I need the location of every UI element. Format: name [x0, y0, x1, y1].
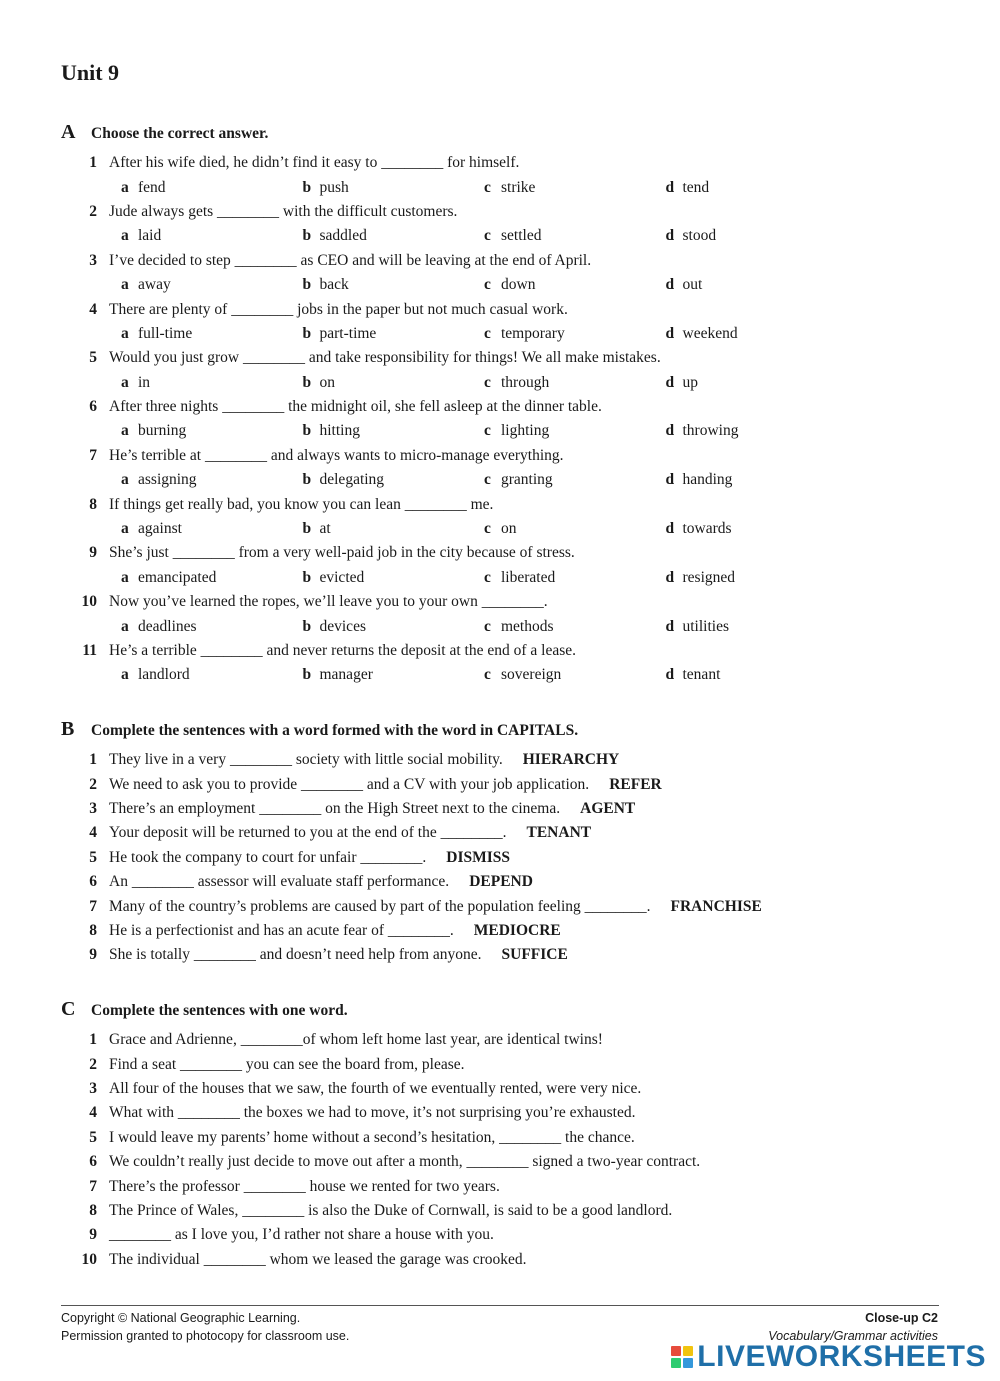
option-text: on [319, 373, 335, 391]
answer-option[interactable] [666, 374, 848, 392]
option-letter: a [121, 373, 129, 391]
question-text[interactable]: The Prince of Wales, ________ is also the Duke of Cornwall, is said to be a good landlord. [109, 1201, 673, 1219]
section-instruction: Complete the sentences with one word. [91, 1002, 348, 1019]
question-row [61, 1077, 961, 1101]
question-number: 3 [89, 1079, 97, 1097]
question-number: 2 [89, 775, 97, 793]
question-number: 5 [89, 848, 97, 866]
question-text: He’s terrible at ________ and always wants to micro-manage everything. [109, 446, 564, 464]
question-number: 8 [89, 495, 97, 513]
option-text: granting [501, 471, 553, 489]
option-text: resigned [682, 568, 736, 586]
answer-option[interactable] [484, 276, 666, 294]
answer-option[interactable] [303, 179, 485, 197]
question-number: 7 [89, 1177, 97, 1195]
options-row [61, 273, 961, 297]
option-text: full-time [138, 324, 193, 342]
question-text: If things get really bad, you know you can lean ________ me. [109, 495, 494, 513]
option-text: landlord [138, 666, 190, 684]
capital-word: HIERARCHY [522, 751, 620, 769]
logo-square [683, 1346, 693, 1356]
course-subtitle: Vocabulary/Grammar activities [768, 1329, 938, 1343]
question-text: I’ve decided to step ________ as CEO and will be leaving at the end of April. [109, 251, 592, 269]
option-text: devices [319, 617, 366, 635]
option-letter: b [302, 520, 312, 538]
answer-option[interactable] [484, 520, 666, 538]
option-letter: d [665, 324, 675, 342]
question-row [61, 1174, 961, 1198]
options-row [61, 614, 961, 638]
option-letter: b [302, 617, 312, 635]
section-instruction: Choose the correct answer. [91, 125, 269, 142]
answer-option[interactable] [666, 179, 848, 197]
answer-option[interactable] [666, 569, 848, 587]
capital-word: DEPEND [469, 873, 533, 891]
brand-name: LIVEWORKSHEETS [697, 1340, 986, 1373]
question-row [61, 1101, 961, 1125]
option-text: in [138, 373, 151, 391]
question-text[interactable]: He took the company to court for unfair ________. [109, 848, 427, 866]
question-number: 10 [81, 1250, 97, 1268]
capital-word: REFER [609, 775, 662, 793]
question-number: 9 [89, 544, 97, 562]
question-number: 10 [81, 593, 97, 611]
question-row [61, 200, 961, 224]
question-number: 2 [89, 1055, 97, 1073]
question-row [61, 1052, 961, 1076]
section-c-header [61, 998, 348, 1020]
answer-option[interactable] [121, 618, 303, 636]
options-row [61, 517, 961, 541]
option-text: back [319, 276, 349, 294]
options-row [61, 322, 961, 346]
option-letter: c [484, 178, 491, 196]
option-letter: b [302, 666, 312, 684]
option-text: hitting [319, 422, 360, 440]
option-letter: d [665, 422, 675, 440]
option-text: sovereign [501, 666, 562, 684]
option-text: fend [138, 178, 166, 196]
question-row [61, 541, 961, 565]
question-text[interactable]: Many of the country’s problems are caused by part of the population feeling ________. [109, 897, 651, 915]
answer-option[interactable] [303, 276, 485, 294]
answer-option[interactable] [303, 666, 485, 684]
option-text: out [682, 276, 703, 294]
section-letter: A [61, 121, 76, 143]
liveworksheets-brand[interactable] [671, 1340, 986, 1374]
option-text: handing [682, 471, 733, 489]
logo-square [671, 1358, 681, 1368]
question-number: 9 [89, 946, 97, 964]
unit-title: Unit 9 [61, 60, 120, 85]
question-text[interactable]: An ________ assessor will evaluate staff performance. [109, 873, 450, 891]
question-text: Now you’ve learned the ropes, we’ll leave you to your own ________. [109, 593, 548, 611]
answer-option[interactable] [484, 618, 666, 636]
answer-option[interactable] [484, 471, 666, 489]
question-row [61, 1150, 961, 1174]
option-letter: d [665, 617, 675, 635]
answer-option[interactable] [666, 422, 848, 440]
question-text: Jude always gets ________ with the difficult customers. [109, 202, 458, 220]
option-letter: b [302, 324, 312, 342]
question-text[interactable]: There’s the professor ________ house we rented for two years. [109, 1177, 500, 1195]
option-letter: a [121, 422, 129, 440]
answer-option[interactable] [121, 374, 303, 392]
question-text[interactable]: There’s an employment ________ on the High Street next to the cinema. [109, 799, 561, 817]
question-text[interactable]: We need to ask you to provide ________ and a CV with your job application. [109, 775, 590, 793]
option-text: utilities [682, 617, 729, 635]
option-text: against [138, 520, 182, 538]
capital-word: SUFFICE [501, 946, 568, 964]
answer-option[interactable] [303, 374, 485, 392]
option-text: evicted [319, 568, 365, 586]
logo-square [683, 1358, 693, 1368]
answer-option[interactable] [484, 422, 666, 440]
option-letter: d [665, 471, 675, 489]
answer-option[interactable] [484, 227, 666, 245]
options-row [61, 371, 961, 395]
question-row [61, 919, 961, 943]
answer-option[interactable] [121, 179, 303, 197]
answer-option[interactable] [666, 276, 848, 294]
question-text[interactable]: I would leave my parents’ home without a second’s hesitation, ________ the chance. [109, 1128, 635, 1146]
answer-option[interactable] [121, 471, 303, 489]
option-text: towards [682, 520, 732, 538]
question-row [61, 492, 961, 516]
question-number: 2 [89, 202, 97, 220]
logo-square [671, 1346, 681, 1356]
option-text: laid [138, 227, 162, 245]
question-number: 1 [89, 751, 97, 769]
capital-word: FRANCHISE [670, 897, 762, 915]
options-row [61, 468, 961, 492]
capital-word: AGENT [580, 799, 636, 817]
options-row [61, 419, 961, 443]
question-text[interactable]: What with ________ the boxes we had to move, it’s not surprising you’re exhausted. [109, 1104, 636, 1122]
answer-option[interactable] [303, 227, 485, 245]
section-instruction: Complete the sentences with a word formed with the word in CAPITALS. [91, 722, 579, 739]
question-number: 7 [89, 446, 97, 464]
option-text: strike [501, 178, 536, 196]
question-number: 11 [82, 642, 97, 659]
option-letter: b [302, 471, 312, 489]
question-row [61, 249, 961, 273]
options-row [61, 175, 961, 199]
question-row [61, 821, 961, 845]
question-number: 8 [89, 1201, 97, 1219]
option-text: up [682, 373, 698, 391]
question-row [61, 870, 961, 894]
answer-option[interactable] [666, 618, 848, 636]
answer-option[interactable] [666, 520, 848, 538]
question-text: Would you just grow ________ and take responsibility for things! We all make mistakes. [109, 349, 661, 367]
option-text: stood [682, 227, 717, 245]
question-number: 1 [89, 154, 97, 172]
option-letter: b [302, 568, 312, 586]
option-letter: c [484, 520, 491, 538]
option-letter: c [484, 666, 491, 684]
answer-option[interactable] [121, 276, 303, 294]
footer-divider [61, 1305, 939, 1306]
option-letter: a [121, 617, 129, 635]
question-text[interactable]: All four of the houses that we saw, the fourth of we eventually rented, were very nice. [109, 1079, 642, 1097]
question-number: 4 [89, 1104, 97, 1122]
question-number: 3 [89, 251, 97, 269]
options-row [61, 663, 961, 687]
question-row [61, 395, 961, 419]
answer-option[interactable] [121, 422, 303, 440]
option-text: away [138, 276, 171, 294]
option-letter: b [302, 373, 312, 391]
question-number: 9 [89, 1226, 97, 1244]
section-b-header [61, 718, 578, 740]
options-row [61, 566, 961, 590]
course-title: Close-up C2 [865, 1311, 938, 1325]
answer-option[interactable] [484, 325, 666, 343]
option-letter: d [665, 276, 675, 294]
question-text[interactable]: Your deposit will be returned to you at the end of the ________. [109, 824, 507, 842]
answer-option[interactable] [121, 569, 303, 587]
option-text: temporary [501, 324, 565, 342]
question-number: 4 [89, 824, 97, 842]
answer-option[interactable] [666, 471, 848, 489]
section-letter: C [61, 998, 76, 1020]
question-number: 8 [89, 921, 97, 939]
option-text: at [319, 520, 331, 538]
section-b-questions [61, 748, 961, 968]
footer-left [61, 1309, 349, 1345]
option-text: push [319, 178, 349, 196]
option-letter: c [484, 276, 491, 294]
option-letter: b [302, 276, 312, 294]
answer-option[interactable] [484, 179, 666, 197]
question-row [61, 1199, 961, 1223]
question-row [61, 772, 961, 796]
option-text: delegating [319, 471, 385, 489]
question-row [61, 894, 961, 918]
option-letter: c [484, 471, 491, 489]
option-letter: c [484, 568, 491, 586]
question-text[interactable]: Find a seat ________ you can see the board from, please. [109, 1055, 465, 1073]
option-text: settled [501, 227, 542, 245]
question-row [61, 943, 961, 967]
option-text: part-time [319, 324, 377, 342]
option-text: down [501, 276, 536, 294]
question-number: 5 [89, 1128, 97, 1146]
option-letter: a [121, 227, 129, 245]
option-text: tenant [682, 666, 721, 684]
question-text[interactable]: ________ as I love you, I’d rather not share a house with you. [109, 1226, 494, 1244]
question-row [61, 151, 961, 175]
option-text: methods [501, 617, 554, 635]
option-text: manager [319, 666, 373, 684]
section-c-questions [61, 1028, 961, 1272]
option-letter: a [121, 568, 129, 586]
option-letter: a [121, 471, 129, 489]
option-letter: c [484, 422, 491, 440]
option-letter: d [665, 227, 675, 245]
option-letter: b [302, 422, 312, 440]
question-text[interactable]: The individual ________ whom we leased the garage was crooked. [109, 1250, 527, 1268]
question-text[interactable]: She is totally ________ and doesn’t need help from anyone. [109, 946, 482, 964]
liveworksheets-logo-icon [671, 1346, 693, 1368]
option-text: deadlines [138, 617, 197, 635]
answer-option[interactable] [121, 325, 303, 343]
option-letter: a [121, 324, 129, 342]
option-text: assigning [138, 471, 197, 489]
answer-option[interactable] [303, 422, 485, 440]
answer-option[interactable] [303, 520, 485, 538]
question-text[interactable]: They live in a very ________ society with little social mobility. [109, 751, 503, 769]
option-text: saddled [319, 227, 367, 245]
question-text[interactable]: We couldn’t really just decide to move out after a month, ________ signed a two-year contract. [109, 1153, 701, 1171]
answer-option[interactable] [666, 325, 848, 343]
answer-option[interactable] [121, 666, 303, 684]
answer-option[interactable] [121, 227, 303, 245]
question-text: He’s a terrible ________ and never returns the deposit at the end of a lease. [109, 642, 576, 659]
question-row [61, 590, 961, 614]
option-text: liberated [501, 568, 556, 586]
answer-option[interactable] [484, 666, 666, 684]
question-number: 6 [89, 873, 97, 891]
answer-option[interactable] [484, 374, 666, 392]
question-row [61, 748, 961, 772]
option-letter: b [302, 178, 312, 196]
question-row [61, 444, 961, 468]
question-number: 4 [89, 300, 97, 318]
question-row [61, 1223, 961, 1247]
permission-text: Permission granted to photocopy for classroom use. [61, 1329, 350, 1343]
option-letter: c [484, 617, 491, 635]
answer-option[interactable] [303, 618, 485, 636]
section-a-questions [61, 151, 961, 688]
option-text: weekend [682, 324, 738, 342]
question-text: She’s just ________ from a very well-paid job in the city because of stress. [109, 544, 575, 562]
question-number: 5 [89, 349, 97, 367]
question-number: 1 [89, 1031, 97, 1049]
option-text: on [501, 520, 517, 538]
option-letter: d [665, 373, 675, 391]
copyright-text: Copyright © National Geographic Learning. [61, 1311, 301, 1325]
question-row [61, 297, 961, 321]
question-row [61, 1126, 961, 1150]
question-number: 6 [89, 398, 97, 416]
answer-option[interactable] [303, 471, 485, 489]
question-row [61, 797, 961, 821]
answer-option[interactable] [121, 520, 303, 538]
option-text: throwing [682, 422, 739, 440]
question-number: 3 [89, 799, 97, 817]
option-letter: d [665, 178, 675, 196]
option-text: emancipated [138, 568, 217, 586]
section-a-header [61, 121, 268, 143]
question-text[interactable]: He is a perfectionist and has an acute fear of ________. [109, 921, 454, 939]
capital-word: DISMISS [446, 848, 510, 866]
option-letter: c [484, 324, 491, 342]
options-row [61, 224, 961, 248]
question-row [61, 1248, 961, 1272]
option-letter: d [665, 520, 675, 538]
option-letter: c [484, 227, 491, 245]
option-text: burning [138, 422, 187, 440]
question-number: 7 [89, 897, 97, 915]
capital-word: MEDIOCRE [473, 921, 561, 939]
answer-option[interactable] [666, 227, 848, 245]
question-text[interactable]: Grace and Adrienne, ________of whom left home last year, are identical twins! [109, 1031, 603, 1049]
capital-word: TENANT [526, 824, 592, 842]
question-text: After his wife died, he didn’t find it easy to ________ for himself. [109, 154, 520, 172]
option-text: tend [682, 178, 710, 196]
option-letter: a [121, 178, 129, 196]
question-row [61, 639, 961, 663]
question-row [61, 1028, 961, 1052]
option-letter: d [665, 666, 675, 684]
option-letter: c [484, 373, 491, 391]
question-row [61, 846, 961, 870]
question-text: After three nights ________ the midnight oil, she fell asleep at the dinner table. [109, 398, 602, 416]
answer-option[interactable] [303, 325, 485, 343]
option-letter: a [121, 666, 129, 684]
section-letter: B [61, 718, 75, 740]
question-row [61, 346, 961, 370]
option-text: through [501, 373, 550, 391]
option-letter: a [121, 520, 129, 538]
question-text: There are plenty of ________ jobs in the paper but not much casual work. [109, 300, 568, 318]
option-letter: b [302, 227, 312, 245]
answer-option[interactable] [666, 666, 848, 684]
answer-option[interactable] [303, 569, 485, 587]
answer-option[interactable] [484, 569, 666, 587]
option-letter: a [121, 276, 129, 294]
question-number: 6 [89, 1153, 97, 1171]
option-letter: d [665, 568, 675, 586]
option-text: lighting [501, 422, 550, 440]
